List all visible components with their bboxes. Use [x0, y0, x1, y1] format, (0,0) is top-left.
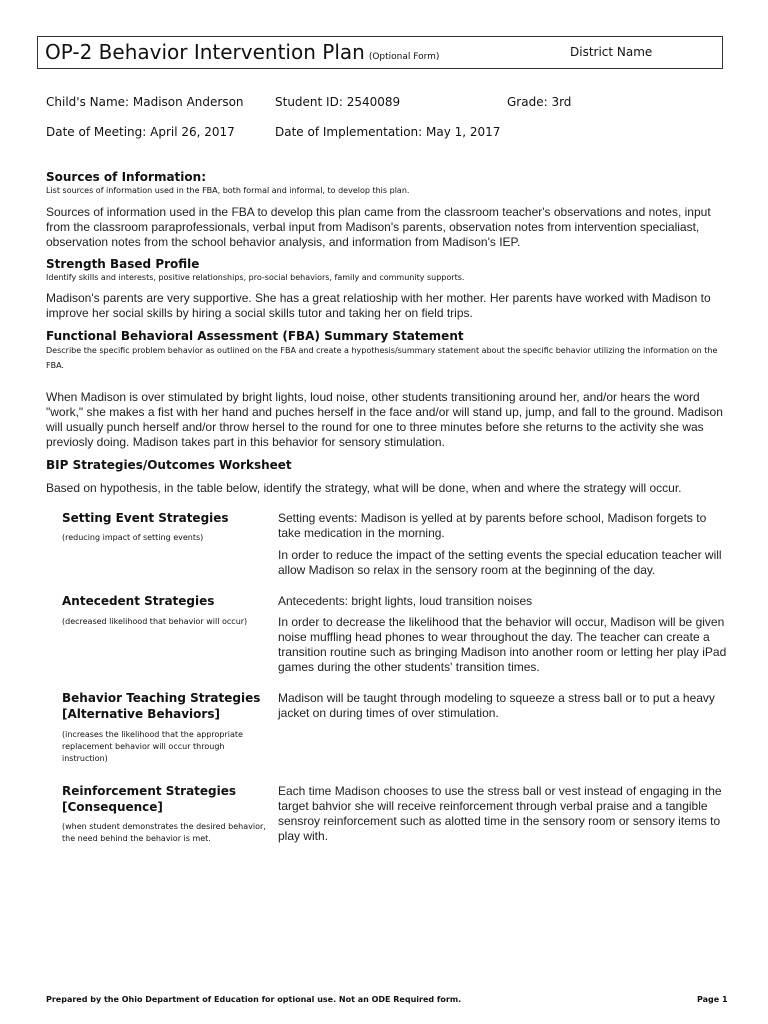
- setting-event-note: (reducing impact of setting events): [62, 533, 204, 542]
- grade: Grade: 3rd: [507, 95, 572, 109]
- strength-text: Madison's parents are very supportive. She has a great relatioship with her mother. Her parents have worked with Madison to improve her social skills by hiring a social skills tutor and taking her on field trips.: [46, 291, 711, 320]
- setting-event-text-1: Setting events: Madison is yelled at by parents before school, Madison forgets to take medication in the morning.: [278, 511, 707, 540]
- form-header: [37, 36, 723, 69]
- behavior-teaching-note: (increases the likelihood that the appropriate replacement behavior will occur through instruction): [62, 730, 243, 763]
- footer-note: Prepared by the Ohio Department of Education for optional use. Not an ODE Required form.: [46, 995, 462, 1004]
- fba-text: When Madison is over stimulated by bright lights, loud noise, other students transitioning around her, and/or hears the word "work," she makes a fist with her hand and puches herself in the face and/or will stand up, jump, and fall to the ground. Madison will usually punch herself and/or throw hersel to the round for one to three minutes before she returns to the activity she was previosly doing. Madison takes part in this behavior for sensory stimulation.: [46, 390, 723, 449]
- district-name: District Name: [570, 45, 653, 59]
- sources-instruction: List sources of information used in the FBA, both formal and informal, to develop this plan.: [46, 186, 410, 195]
- setting-event-label: Setting Event Strategies: [62, 511, 229, 525]
- optional-form-label: (Optional Form): [368, 52, 440, 62]
- bip-heading: BIP Strategies/Outcomes Worksheet: [46, 458, 292, 472]
- reinforcement-note: (when student demonstrates the desired behavior, the need behind the behavior is met.: [62, 822, 266, 843]
- behavior-teaching-label: Behavior Teaching Strategies [Alternative Behaviors]: [62, 691, 261, 721]
- reinforcement-text: Each time Madison chooses to use the stress ball or vest instead of engaging in the target bahvior she will receive reinforcement through verbal praise and a tangible sensroy reinforcement such as alotted time in the sensory room or sensory items to play with.: [278, 784, 722, 843]
- student-id: Student ID: 2540089: [275, 95, 401, 109]
- antecedent-label: Antecedent Strategies: [62, 594, 215, 608]
- antecedent-note: (decreased likelihood that behavior will occur): [62, 617, 248, 626]
- fba-instruction: Describe the specific problem behavior as outlined on the FBA and create a hypothesis/summary statement about the specific behavior utilizing the information on the FBA.: [46, 346, 718, 370]
- strength-heading: Strength Based Profile: [46, 257, 200, 271]
- child-name: Child's Name: Madison Anderson: [46, 95, 244, 109]
- form-title-text: OP-2 Behavior Intervention Plan: [45, 40, 365, 64]
- meeting-date: Date of Meeting: April 26, 2017: [46, 125, 235, 139]
- sources-heading: Sources of Information:: [46, 170, 206, 184]
- form-title: [45, 40, 439, 64]
- reinforcement-label: Reinforcement Strategies [Consequence]: [62, 784, 237, 814]
- implementation-date: Date of Implementation: May 1, 2017: [275, 125, 501, 139]
- antecedent-text-2: In order to decrease the likelihood that the behavior will occur, Madison will be given noise muffling head phones to wear throughout the day. The teacher can create a transition routine such as bringing Madison into another room or letting her play iPad games during the other students' transition times.: [278, 615, 727, 674]
- behavior-teaching-text: Madison will be taught through modeling to squeeze a stress ball or to put a heavy jacket on during times of over stimulation.: [278, 691, 715, 720]
- fba-heading: Functional Behavioral Assessment (FBA) Summary Statement: [46, 329, 464, 343]
- bip-instruction: Based on hypothesis, in the table below, identify the strategy, what will be done, when and where the strategy will occur.: [46, 481, 682, 495]
- antecedent-text-1: Antecedents: bright lights, loud transition noises: [278, 594, 533, 608]
- page-number: Page 1: [697, 995, 728, 1004]
- setting-event-text-2: In order to reduce the impact of the setting events the special education teacher will allow Madison so relax in the sensory room at the beginning of the day.: [278, 548, 722, 577]
- strength-instruction: Identify skills and interests, positive relationships, pro-social behaviors, family and community supports.: [46, 273, 465, 282]
- sources-text: Sources of information used in the FBA to develop this plan came from the classroom teacher's observations and notes, input from the classroom paraprofessionals, verbal input from Madison's parents, observation notes from intervention specialiast, observation notes from the school behavior analysis, and information from Madison's IEP.: [46, 205, 711, 249]
